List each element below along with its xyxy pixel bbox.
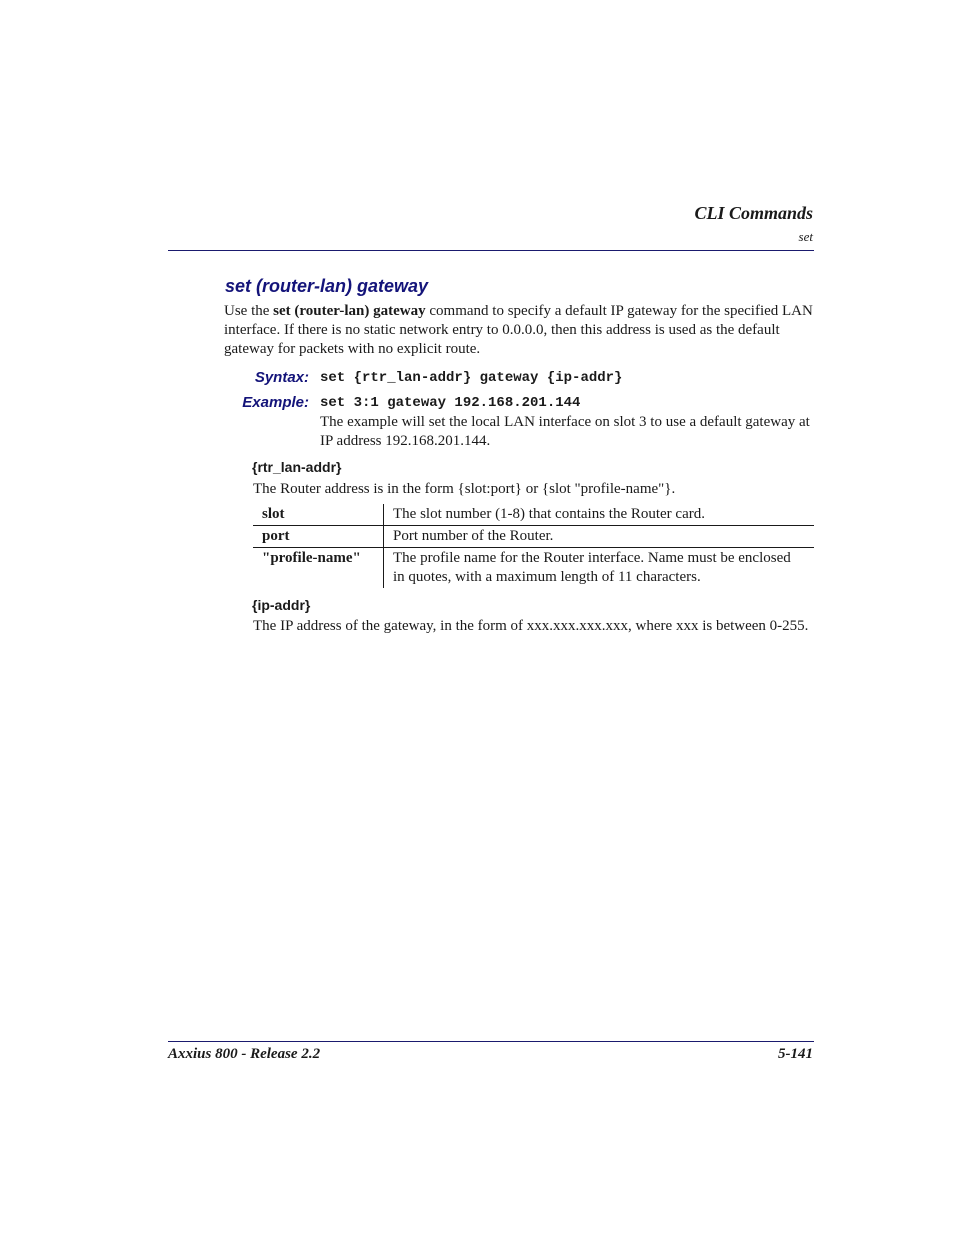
- table-row: [253, 526, 814, 548]
- table-row: [253, 548, 814, 589]
- table-key: slot: [253, 504, 384, 526]
- table-value: The profile name for the Router interface. Name must be enclosed in quotes, with a maximum length of 11 characters.: [384, 548, 815, 589]
- footer-rule: [168, 1041, 814, 1042]
- param-ip-addr-heading: {ip-addr}: [252, 597, 311, 613]
- header-rule: [168, 250, 814, 251]
- example-code: set 3:1 gateway 192.168.201.144: [320, 395, 581, 411]
- table-value: Port number of the Router.: [384, 526, 815, 548]
- example-description: The example will set the local LAN interface on slot 3 to use a default gateway at IP address 192.168.201.144.: [320, 414, 810, 449]
- table-key: port: [253, 526, 384, 548]
- param-table: [253, 504, 814, 588]
- param-ip-addr-description: The IP address of the gateway, in the form of xxx.xxx.xxx.xxx, where xxx is between 0-255.: [253, 618, 809, 634]
- header-subtitle: set: [798, 229, 813, 244]
- footer-product: Axxius 800 - Release 2.2: [168, 1046, 321, 1062]
- param-rtr-lan-addr-heading: {rtr_lan-addr}: [252, 459, 342, 475]
- syntax-code: set {rtr_lan-addr} gateway {ip-addr}: [320, 370, 623, 386]
- intro-text-before: Use the: [224, 303, 274, 319]
- example-label: Example:: [242, 394, 309, 411]
- table-value: The slot number (1-8) that contains the Router card.: [393, 506, 705, 522]
- table-row: [253, 504, 814, 526]
- param-rtr-lan-addr-description: The Router address is in the form {slot:port} or {slot "profile-name"}.: [253, 481, 676, 497]
- header-title: CLI Commands: [694, 203, 813, 223]
- intro-text-after: command to specify a default IP gateway for the specified LAN interface. If there is no static network entry to 0.0.0.0, then this address is used as the default gateway for packets with no explicit route.: [224, 303, 813, 357]
- syntax-label: Syntax:: [254, 369, 309, 386]
- intro-command: set (router-lan) gateway: [273, 303, 426, 319]
- table-key: "profile-name": [253, 548, 384, 589]
- footer-page-number: 5-141: [778, 1046, 813, 1062]
- section-title: set (router-lan) gateway: [225, 276, 429, 296]
- intro-paragraph: [224, 302, 814, 359]
